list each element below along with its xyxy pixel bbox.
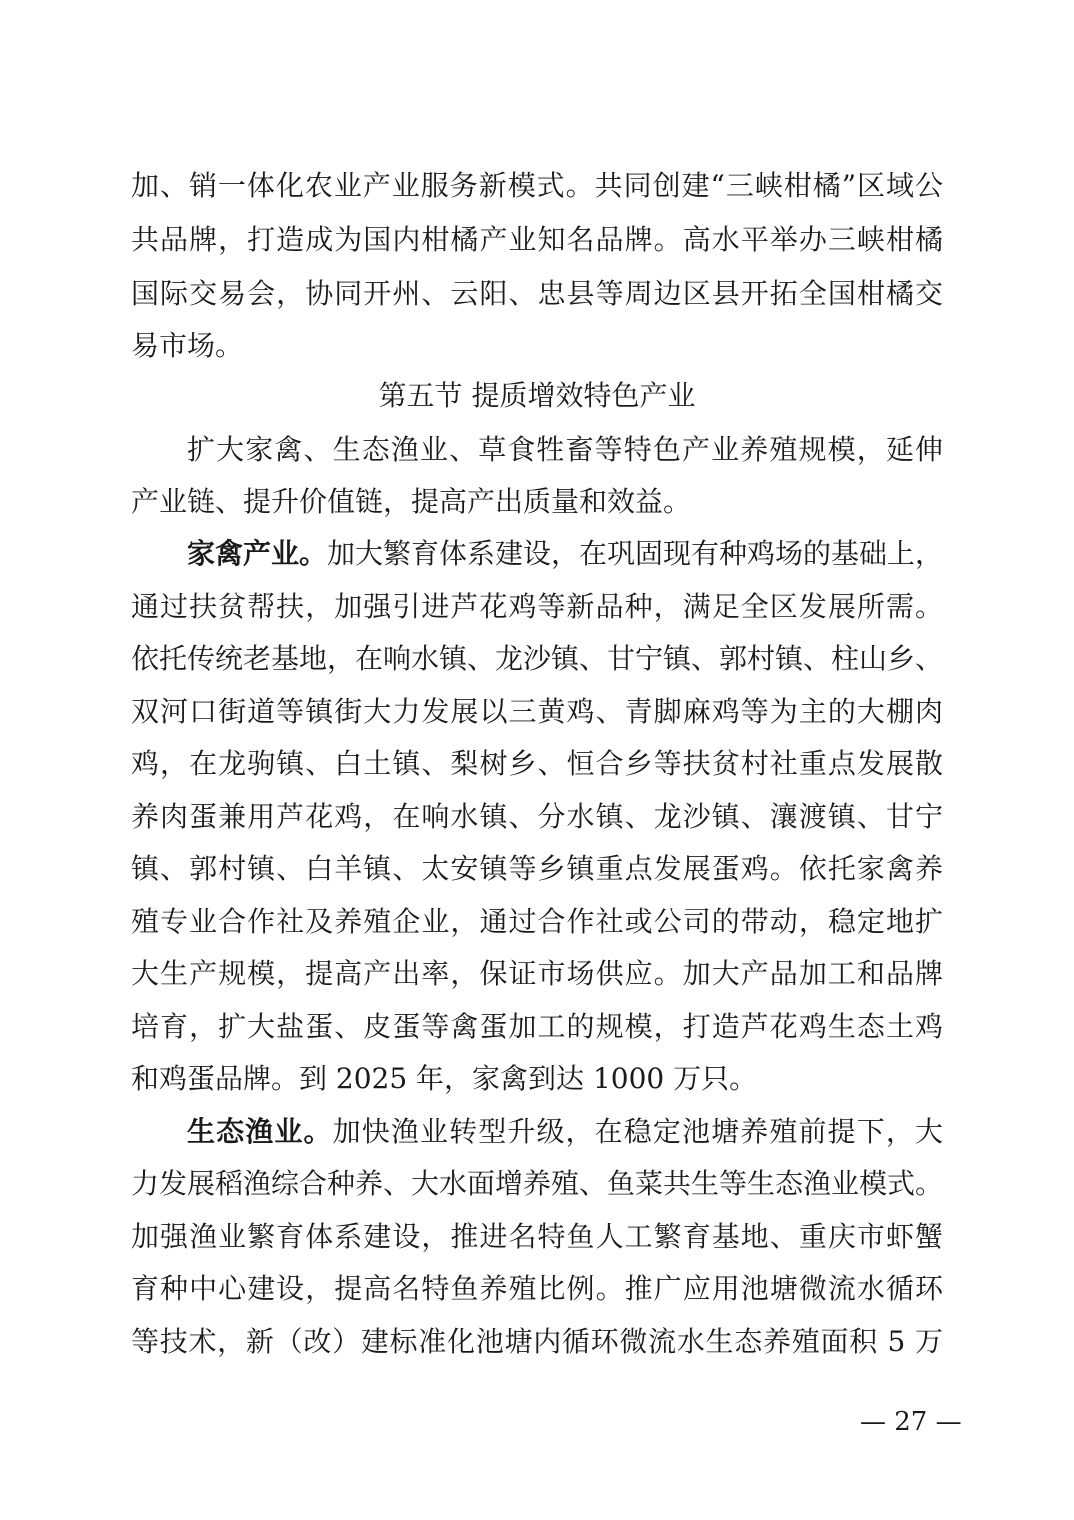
body-text-line: 易市场。 <box>131 329 244 362</box>
body-text-line: 培育，扩大盐蛋、皮蛋等禽蛋加工的规模，打造芦花鸡生态土鸡 <box>131 1010 943 1043</box>
body-text-line: 加强渔业繁育体系建设，推进名特鱼人工繁育基地、重庆市虾蟹 <box>131 1220 943 1253</box>
body-text-line: 加、销一体化农业产业服务新模式。共同创建“三峡柑橘”区域公 <box>131 169 943 202</box>
body-text-line: 等技术，新（改）建标准化池塘内循环微流水生态养殖面积 5 万 <box>131 1325 943 1358</box>
page-number: — 27 — <box>860 1407 962 1437</box>
body-text-line: 国际交易会，协同开州、云阳、忠县等周边区县开拓全国柑橘交 <box>131 277 943 310</box>
body-text-line: 大生产规模，提高产出率，保证市场供应。加大产品加工和品牌 <box>131 957 943 990</box>
paragraph-first-line: 扩大家禽、生态渔业、草食牲畜等特色产业养殖规模，延伸 <box>187 433 943 466</box>
section-heading: 第五节 提质增效特色产业 <box>378 379 696 412</box>
poultry-first-line-text: 加大繁育体系建设，在巩固现有种鸡场的基础上， <box>327 537 943 570</box>
body-text-line: 依托传统老基地，在响水镇、龙沙镇、甘宁镇、郭村镇、柱山乡、 <box>131 642 943 675</box>
paragraph-first-line <box>187 534 943 574</box>
body-text-line: 产业链、提升价值链，提高产出质量和效益。 <box>131 485 692 518</box>
fishery-first-line-text: 加快渔业转型升级，在稳定池塘养殖前提下，大 <box>332 1115 943 1148</box>
body-text-line: 镇、郭村镇、白羊镇、太安镇等乡镇重点发展蛋鸡。依托家禽养 <box>131 852 943 885</box>
body-text-line: 殖专业合作社及养殖企业，通过合作社或公司的带动，稳定地扩 <box>131 905 943 938</box>
fishery-heading: 生态渔业。 <box>187 1115 333 1148</box>
body-text-line: 力发展稻渔综合种养、大水面增养殖、鱼菜共生等生态渔业模式。 <box>131 1167 943 1200</box>
poultry-heading: 家禽产业。 <box>187 537 328 570</box>
body-text-line: 双河口街道等镇街大力发展以三黄鸡、青脚麻鸡等为主的大棚肉 <box>131 695 943 728</box>
body-text-line: 育种中心建设，提高名特鱼养殖比例。推广应用池塘微流水循环 <box>131 1272 943 1305</box>
body-text-line: 和鸡蛋品牌。到 2025 年，家禽到达 1000 万只。 <box>131 1062 758 1095</box>
body-text-line: 鸡，在龙驹镇、白土镇、梨树乡、恒合乡等扶贫村社重点发展散 <box>131 747 943 780</box>
paragraph-first-line <box>187 1112 943 1152</box>
body-text-line: 养肉蛋兼用芦花鸡，在响水镇、分水镇、龙沙镇、瀼渡镇、甘宁 <box>131 800 943 833</box>
body-text-line: 共品牌，打造成为国内柑橘产业知名品牌。高水平举办三峡柑橘 <box>131 223 943 256</box>
body-text-line: 通过扶贫帮扶，加强引进芦花鸡等新品种，满足全区发展所需。 <box>131 590 943 623</box>
